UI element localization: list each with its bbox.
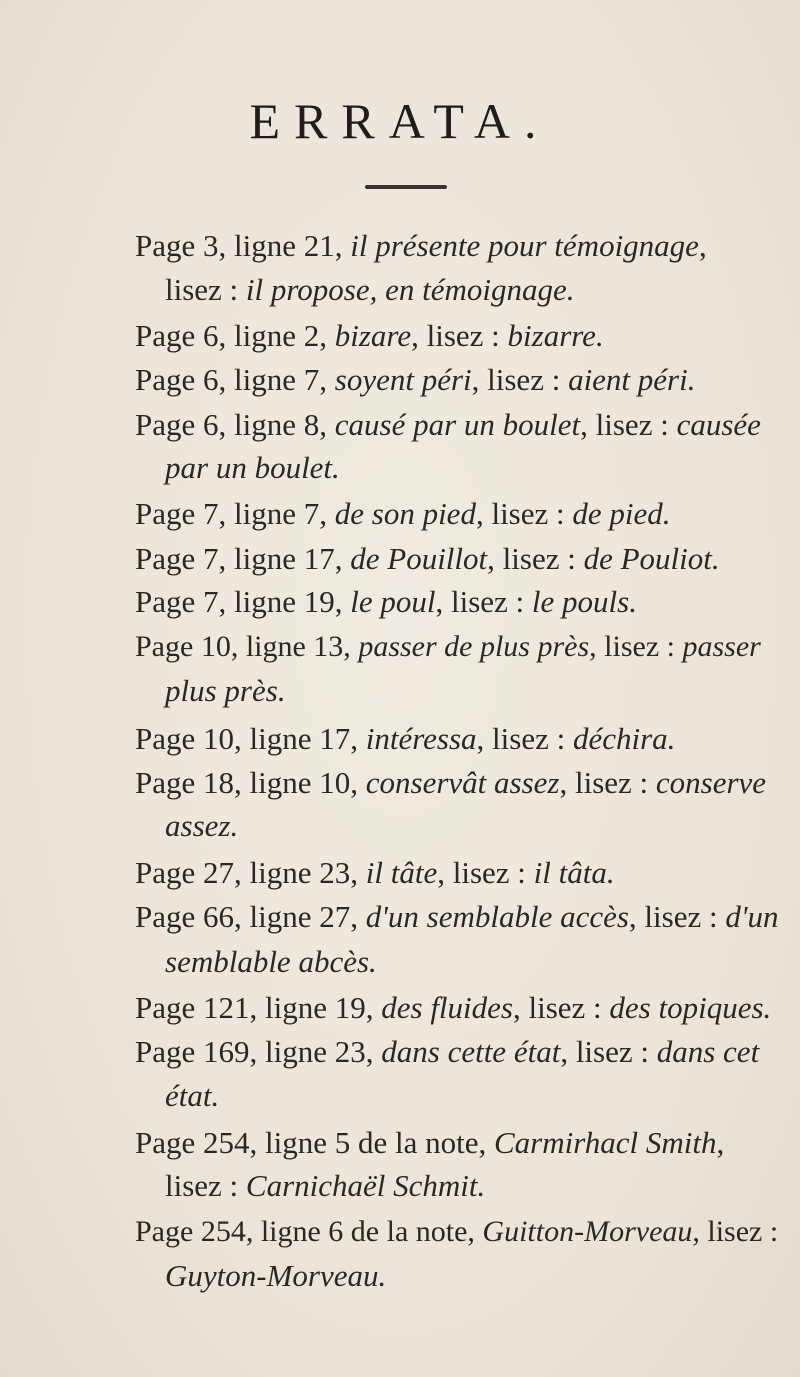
entry-correction: bizarre. xyxy=(507,318,604,353)
errata-entry-line xyxy=(135,318,604,354)
entry-erroneous-text: passer de plus près xyxy=(358,630,590,663)
entry-erroneous-text: d'un semblable accès xyxy=(365,899,629,934)
errata-entry-line xyxy=(135,541,720,577)
errata-entry-line xyxy=(135,721,675,757)
entry-correction: il propose, en témoignage. xyxy=(245,272,575,307)
entry-erroneous-text: bizare xyxy=(334,318,412,353)
entry-location: Page 7, ligne 7, xyxy=(135,496,335,531)
errata-entry-line xyxy=(135,990,771,1026)
entry-location: Page 7, ligne 17, xyxy=(135,541,351,576)
entry-correction: aient péri. xyxy=(568,362,696,397)
entry-location: Page 169, ligne 23, xyxy=(135,1034,382,1069)
entry-correction: état. xyxy=(165,1078,220,1113)
entry-read-label: lisez : xyxy=(165,272,246,307)
entry-read-label: , lisez : xyxy=(580,407,677,442)
entry-location: Page 66, ligne 27, xyxy=(135,899,366,934)
entry-erroneous-text: le poul xyxy=(350,584,436,619)
entry-correction: des topiques. xyxy=(609,990,772,1025)
errata-entry-line xyxy=(135,1125,724,1161)
entry-location: Page 254, ligne 5 de la note, xyxy=(135,1125,494,1160)
errata-entry-line xyxy=(135,899,778,935)
entry-correction: Guyton-Morveau. xyxy=(165,1258,387,1293)
entry-punct: , xyxy=(716,1125,725,1160)
errata-entry-line xyxy=(165,272,575,308)
errata-entry-line xyxy=(135,765,766,801)
entry-location: Page 6, ligne 7, xyxy=(135,362,335,397)
entry-location: Page 10, ligne 17, xyxy=(135,721,366,756)
errata-entry-line xyxy=(135,584,637,620)
errata-entry-line xyxy=(165,1168,485,1204)
errata-entry-line xyxy=(135,496,671,532)
entry-correction: conserve xyxy=(655,765,767,800)
entry-erroneous-text: Guitton-Morveau xyxy=(482,1215,693,1248)
entry-erroneous-text: de son pied xyxy=(334,496,476,531)
errata-entry-line xyxy=(165,808,238,844)
entry-correction: passer xyxy=(682,630,761,663)
errata-entry-line xyxy=(135,1214,778,1250)
errata-entry-line xyxy=(135,407,761,443)
entry-correction: dans cet xyxy=(656,1034,760,1069)
entry-correction: plus près. xyxy=(165,673,286,708)
entry-read-label: lisez : xyxy=(165,1168,246,1203)
entry-location: Page 6, ligne 2, xyxy=(135,318,335,353)
errata-entry-line xyxy=(135,362,695,398)
entry-read-label: , lisez : xyxy=(559,765,656,800)
entry-location: Page 121, ligne 19, xyxy=(135,990,382,1025)
entry-correction: assez. xyxy=(165,808,239,843)
entry-read-label: , lisez : xyxy=(487,541,584,576)
entry-location: Page 7, ligne 19, xyxy=(135,584,351,619)
entry-location: Page 3, ligne 21, xyxy=(135,228,351,263)
entry-erroneous-text: Carmirhacl Smith xyxy=(494,1125,717,1160)
entry-correction: de Pouliot. xyxy=(583,541,720,576)
page-title: ERRATA. xyxy=(249,93,551,149)
entry-read-label: , lisez : xyxy=(560,1034,657,1069)
errata-entry-line xyxy=(135,1034,759,1070)
entry-correction: d'un xyxy=(725,899,779,934)
entry-correction: il tâta. xyxy=(533,855,615,890)
entry-read-label: , lisez : xyxy=(628,899,726,934)
entry-read-label: , lisez : xyxy=(692,1215,779,1248)
entry-erroneous-text: dans cette état xyxy=(381,1034,561,1069)
entry-correction: de pied. xyxy=(572,496,671,531)
entry-erroneous-text: causé par un boulet xyxy=(334,407,581,442)
entry-punct: , xyxy=(698,228,707,263)
errata-entry-line xyxy=(165,944,377,980)
entry-erroneous-text: il présente pour témoignage xyxy=(350,228,699,263)
entry-erroneous-text: des fluides xyxy=(381,990,513,1025)
entry-erroneous-text: de Pouillot xyxy=(350,541,488,576)
entry-correction: par un boulet. xyxy=(165,450,340,485)
entry-location: Page 18, ligne 10, xyxy=(135,765,366,800)
errata-entry-line xyxy=(135,855,615,891)
entry-location: Page 254, ligne 6 de la note, xyxy=(135,1215,483,1248)
errata-entry-line xyxy=(135,228,707,264)
errata-entry-line xyxy=(165,673,286,709)
entry-correction: le pouls. xyxy=(531,584,637,619)
entry-read-label: , lisez : xyxy=(437,855,534,890)
title-divider xyxy=(365,185,447,189)
entry-read-label: , lisez : xyxy=(475,496,573,531)
entry-read-label: , lisez : xyxy=(589,630,683,663)
entry-read-label: , lisez : xyxy=(411,318,508,353)
errata-entry-line xyxy=(165,1258,386,1294)
entry-read-label: , lisez : xyxy=(513,990,610,1025)
entry-read-label: , lisez : xyxy=(471,362,569,397)
entry-erroneous-text: intéressa xyxy=(365,721,477,756)
entry-erroneous-text: il tâte xyxy=(365,855,438,890)
entry-correction: semblable abcès. xyxy=(165,944,377,979)
entry-erroneous-text: conservât assez xyxy=(365,765,560,800)
errata-entry-line xyxy=(165,1078,219,1114)
errata-entry-line xyxy=(165,450,340,486)
entry-correction: déchira. xyxy=(572,721,676,756)
entry-location: Page 6, ligne 8, xyxy=(135,407,335,442)
entry-erroneous-text: soyent péri xyxy=(334,362,472,397)
entry-correction: causée xyxy=(676,407,761,442)
entry-correction: Carnichaël Schmit. xyxy=(245,1168,486,1203)
entry-location: Page 27, ligne 23, xyxy=(135,855,366,890)
entry-read-label: , lisez : xyxy=(435,584,532,619)
entry-location: Page 10, ligne 13, xyxy=(135,630,359,663)
entry-read-label: , lisez : xyxy=(476,721,573,756)
errata-entry-line xyxy=(135,629,761,665)
